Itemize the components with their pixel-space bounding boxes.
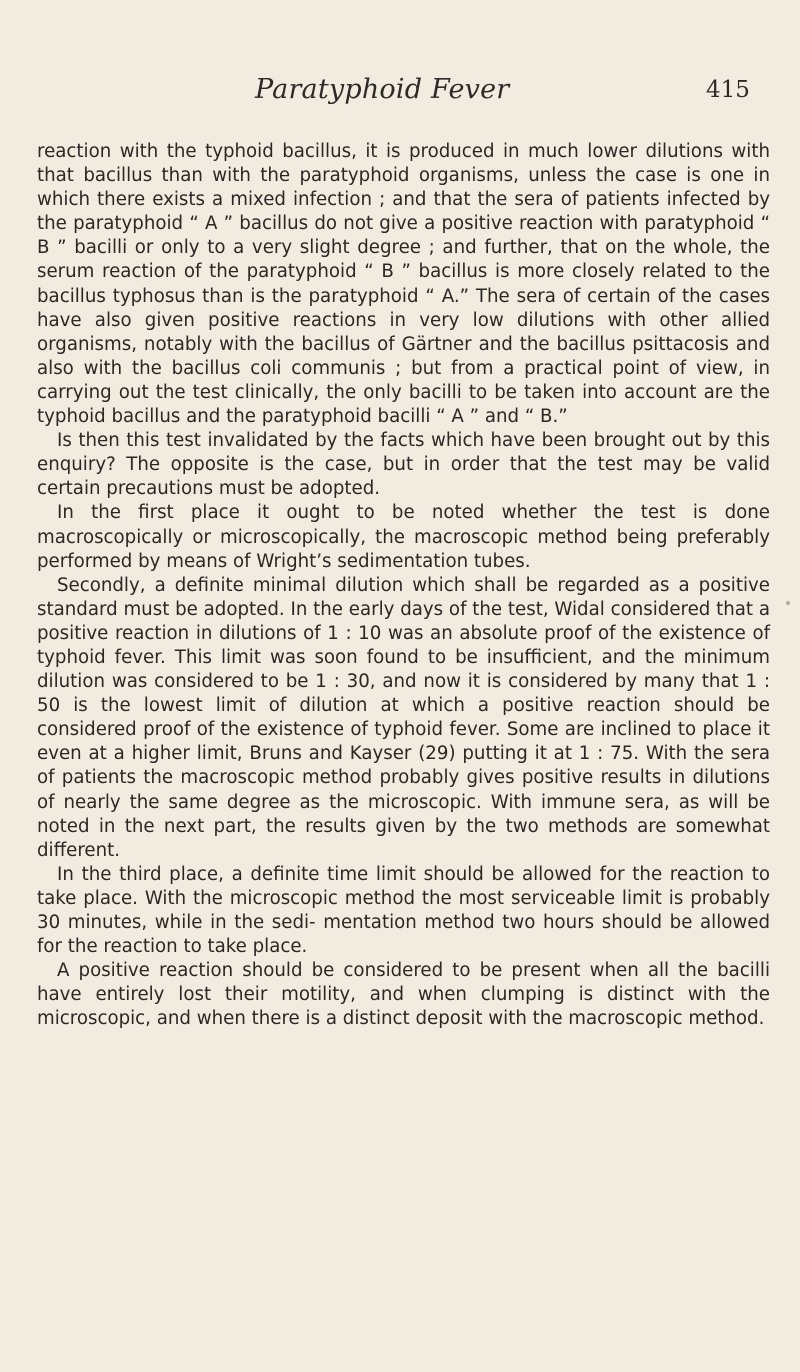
running-head: [0, 74, 800, 118]
page-number: 415: [706, 77, 750, 103]
paragraph-first-place: In the first place it ought to be noted whether the test is done macroscopically or microscopically, the macroscopic method being preferably performed by means of Wright’s sedimentation tubes.: [37, 502, 770, 572]
paragraph-test-invalidated: Is then this test invalidated by the facts which have been brought out by this enquiry? The opposite is the case, but in order that the test may be valid certain precautions must be adopted.: [37, 430, 770, 500]
paragraph-positive-reaction: A positive reaction should be considered to be present when all the bacilli have entirely lost their motility, and when clumping is distinct with the microscopic, and when there is a distinct deposit with the macroscopic method.: [37, 960, 770, 1030]
paragraph-continued: reaction with the typhoid bacillus, it is produced in much lower dilutions with that bacillus than with the paratyphoid organisms, unless the case is one in which there exists a mixed infection ; and that the sera of patients infected by the paratyphoid “ A ” bacillus do not give a positive reaction with paratyphoid “ B ” bacilli or only to a very slight degree ; and further, that on the whole, the serum reaction of the paratyphoid “ B ” bacillus is more closely related to the bacillus typhosus than is the paratyphoid “ A.” The sera of certain of the cases have also given positive reactions in very low dilutions with other allied organisms, notably with the bacillus of Gärtner and the bacillus psittacosis and also with the bacillus coli communis ; but from a practical point of view, in carrying out the test clinically, the only bacilli to be taken into account are the typhoid bacillus and the paratyphoid bacilli “ A ” and “ B.”: [37, 141, 770, 428]
paper-speck: [786, 601, 790, 605]
running-title: Paratyphoid Fever: [255, 74, 510, 105]
paragraph-secondly: Secondly, a definite minimal dilution which shall be regarded as a positive standard must be adopted. In the early days of the test, Widal considered that a positive reaction in dilutions of 1 : 10 was an absolute proof of the existence of typhoid fever. This limit was soon found to be insufficient, and the minimum dilution was considered to be 1 : 30, and now it is considered by many that 1 : 50 is the lowest limit of dilution at which a positive reaction should be considered proof of the existence of typhoid fever. Some are inclined to place it even at a higher limit, Bruns and Kayser (29) putting it at 1 : 75. With the sera of patients the macroscopic method probably gives positive results in dilutions of nearly the same degree as the microscopic. With immune sera, as will be noted in the next part, the results given by the two methods are somewhat different.: [37, 574, 770, 861]
paragraph-third-place: In the third place, a definite time limit should be allowed for the reaction to take place. With the microscopic method the most serviceable limit is probably 30 minutes, while in the sedi- mentation method two hours should be allowed for the reaction to take place.: [37, 863, 770, 958]
body-text: [37, 140, 770, 1031]
